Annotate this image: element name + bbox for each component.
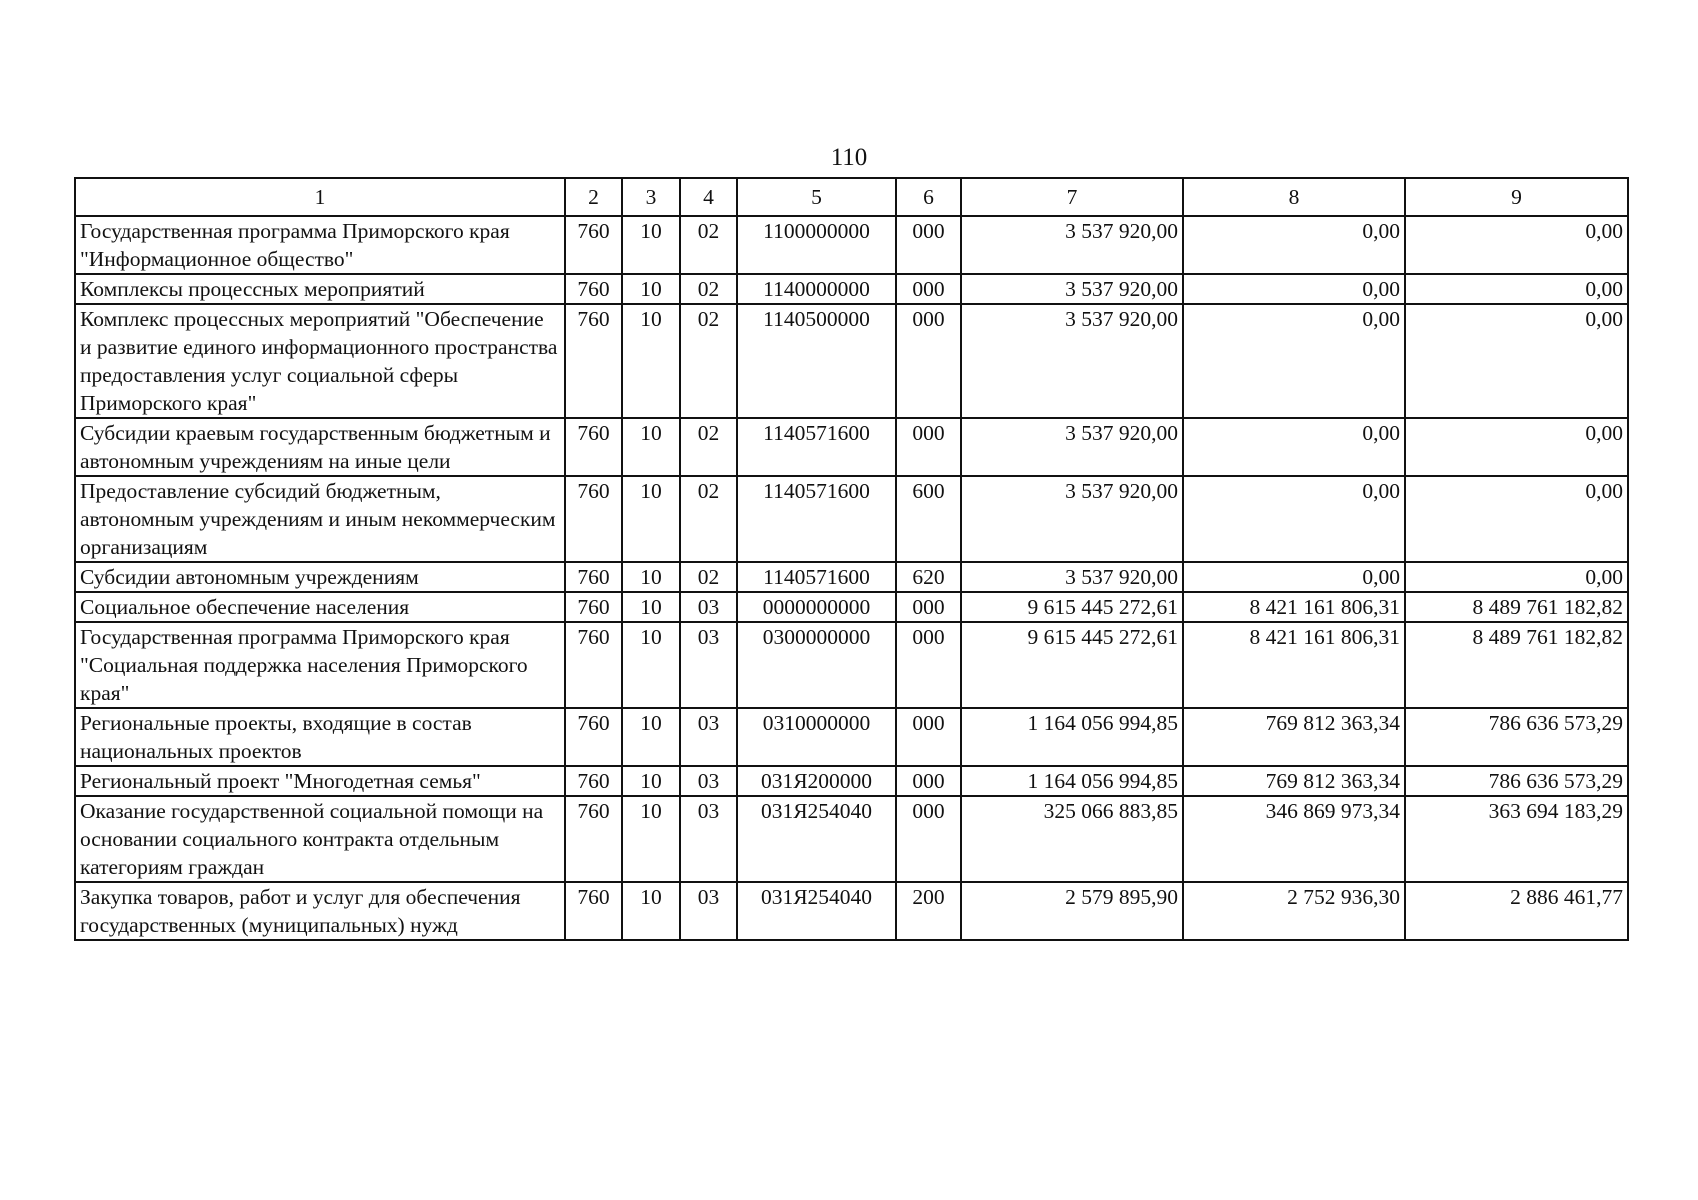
table-row — [75, 882, 1628, 940]
subsection-code-cell: 03 — [680, 766, 737, 796]
amount-cell-col9: 786 636 573,29 — [1405, 708, 1628, 766]
subsection-code-cell: 03 — [680, 882, 737, 940]
department-code-cell: 760 — [565, 418, 622, 476]
subsection-code-cell: 03 — [680, 796, 737, 882]
section-code-cell: 10 — [622, 882, 680, 940]
amount-cell-col9: 0,00 — [1405, 476, 1628, 562]
target-article-cell: 1140571600 — [737, 476, 896, 562]
item-name-cell: Государственная программа Приморского края "Социальная поддержка населения Приморского края" — [75, 622, 565, 708]
amount-cell-col9: 0,00 — [1405, 418, 1628, 476]
amount-cell-col7: 2 579 895,90 — [961, 882, 1183, 940]
department-code-cell: 760 — [565, 708, 622, 766]
expense-type-cell: 000 — [896, 216, 961, 274]
column-header: 9 — [1405, 178, 1628, 216]
subsection-code-cell: 03 — [680, 622, 737, 708]
amount-cell-col9: 2 886 461,77 — [1405, 882, 1628, 940]
amount-cell-col7: 3 537 920,00 — [961, 274, 1183, 304]
section-code-cell: 10 — [622, 304, 680, 418]
amount-cell-col7: 1 164 056 994,85 — [961, 766, 1183, 796]
target-article-cell: 1100000000 — [737, 216, 896, 274]
item-name-cell: Оказание государственной социальной помощи на основании социального контракта отдельным категориям граждан — [75, 796, 565, 882]
department-code-cell: 760 — [565, 476, 622, 562]
amount-cell-col7: 3 537 920,00 — [961, 562, 1183, 592]
item-name-cell: Комплекс процессных мероприятий "Обеспечение и развитие единого информационного пространства предоставления услуг социальной сферы Приморского края" — [75, 304, 565, 418]
amount-cell-col9: 786 636 573,29 — [1405, 766, 1628, 796]
amount-cell-col8: 0,00 — [1183, 418, 1405, 476]
amount-cell-col8: 0,00 — [1183, 274, 1405, 304]
table-row — [75, 766, 1628, 796]
amount-cell-col8: 346 869 973,34 — [1183, 796, 1405, 882]
section-code-cell: 10 — [622, 622, 680, 708]
amount-cell-col8: 8 421 161 806,31 — [1183, 622, 1405, 708]
amount-cell-col9: 0,00 — [1405, 274, 1628, 304]
target-article-cell: 1140571600 — [737, 562, 896, 592]
item-name-cell: Региональный проект "Многодетная семья" — [75, 766, 565, 796]
amount-cell-col7: 9 615 445 272,61 — [961, 592, 1183, 622]
amount-cell-col7: 3 537 920,00 — [961, 476, 1183, 562]
department-code-cell: 760 — [565, 274, 622, 304]
expense-type-cell: 000 — [896, 622, 961, 708]
item-name-cell: Социальное обеспечение населения — [75, 592, 565, 622]
item-name-cell: Предоставление субсидий бюджетным, автономным учреждениям и иным некоммерческим организациям — [75, 476, 565, 562]
amount-cell-col7: 3 537 920,00 — [961, 418, 1183, 476]
target-article-cell: 031Я254040 — [737, 882, 896, 940]
column-header: 2 — [565, 178, 622, 216]
amount-cell-col9: 8 489 761 182,82 — [1405, 592, 1628, 622]
department-code-cell: 760 — [565, 766, 622, 796]
column-header: 3 — [622, 178, 680, 216]
column-header: 8 — [1183, 178, 1405, 216]
target-article-cell: 1140571600 — [737, 418, 896, 476]
section-code-cell: 10 — [622, 216, 680, 274]
amount-cell-col8: 8 421 161 806,31 — [1183, 592, 1405, 622]
column-header: 4 — [680, 178, 737, 216]
amount-cell-col9: 0,00 — [1405, 304, 1628, 418]
department-code-cell: 760 — [565, 592, 622, 622]
table-row — [75, 562, 1628, 592]
department-code-cell: 760 — [565, 562, 622, 592]
amount-cell-col7: 325 066 883,85 — [961, 796, 1183, 882]
department-code-cell: 760 — [565, 796, 622, 882]
expense-type-cell: 000 — [896, 418, 961, 476]
subsection-code-cell: 02 — [680, 562, 737, 592]
amount-cell-col7: 9 615 445 272,61 — [961, 622, 1183, 708]
amount-cell-col9: 0,00 — [1405, 562, 1628, 592]
page-number: 110 — [830, 144, 868, 171]
table-row — [75, 708, 1628, 766]
subsection-code-cell: 02 — [680, 216, 737, 274]
item-name-cell: Субсидии автономным учреждениям — [75, 562, 565, 592]
expense-type-cell: 000 — [896, 592, 961, 622]
column-header: 6 — [896, 178, 961, 216]
target-article-cell: 0310000000 — [737, 708, 896, 766]
expense-type-cell: 000 — [896, 304, 961, 418]
target-article-cell: 031Я254040 — [737, 796, 896, 882]
amount-cell-col7: 3 537 920,00 — [961, 216, 1183, 274]
target-article-cell: 031Я200000 — [737, 766, 896, 796]
item-name-cell: Комплексы процессных мероприятий — [75, 274, 565, 304]
section-code-cell: 10 — [622, 592, 680, 622]
column-header: 7 — [961, 178, 1183, 216]
subsection-code-cell: 02 — [680, 476, 737, 562]
subsection-code-cell: 02 — [680, 304, 737, 418]
table-row — [75, 592, 1628, 622]
section-code-cell: 10 — [622, 274, 680, 304]
amount-cell-col9: 0,00 — [1405, 216, 1628, 274]
amount-cell-col7: 1 164 056 994,85 — [961, 708, 1183, 766]
target-article-cell: 1140000000 — [737, 274, 896, 304]
table-row — [75, 622, 1628, 708]
table-row — [75, 796, 1628, 882]
section-code-cell: 10 — [622, 708, 680, 766]
expense-type-cell: 600 — [896, 476, 961, 562]
expense-type-cell: 200 — [896, 882, 961, 940]
amount-cell-col7: 3 537 920,00 — [961, 304, 1183, 418]
section-code-cell: 10 — [622, 418, 680, 476]
section-code-cell: 10 — [622, 476, 680, 562]
table-row — [75, 476, 1628, 562]
amount-cell-col8: 0,00 — [1183, 216, 1405, 274]
subsection-code-cell: 02 — [680, 418, 737, 476]
expense-type-cell: 000 — [896, 796, 961, 882]
amount-cell-col9: 363 694 183,29 — [1405, 796, 1628, 882]
amount-cell-col8: 769 812 363,34 — [1183, 708, 1405, 766]
amount-cell-col8: 2 752 936,30 — [1183, 882, 1405, 940]
section-code-cell: 10 — [622, 796, 680, 882]
section-code-cell: 10 — [622, 766, 680, 796]
amount-cell-col8: 769 812 363,34 — [1183, 766, 1405, 796]
expense-type-cell: 000 — [896, 274, 961, 304]
expense-type-cell: 000 — [896, 766, 961, 796]
department-code-cell: 760 — [565, 304, 622, 418]
subsection-code-cell: 03 — [680, 592, 737, 622]
table-row — [75, 274, 1628, 304]
subsection-code-cell: 03 — [680, 708, 737, 766]
section-code-cell: 10 — [622, 562, 680, 592]
expense-type-cell: 000 — [896, 708, 961, 766]
subsection-code-cell: 02 — [680, 274, 737, 304]
table-row — [75, 418, 1628, 476]
amount-cell-col8: 0,00 — [1183, 476, 1405, 562]
item-name-cell: Закупка товаров, работ и услуг для обеспечения государственных (муниципальных) нужд — [75, 882, 565, 940]
department-code-cell: 760 — [565, 622, 622, 708]
amount-cell-col9: 8 489 761 182,82 — [1405, 622, 1628, 708]
item-name-cell: Субсидии краевым государственным бюджетным и автономным учреждениям на иные цели — [75, 418, 565, 476]
table-row — [75, 304, 1628, 418]
column-number-row — [75, 178, 1628, 216]
column-header: 1 — [75, 178, 565, 216]
department-code-cell: 760 — [565, 216, 622, 274]
amount-cell-col8: 0,00 — [1183, 304, 1405, 418]
department-code-cell: 760 — [565, 882, 622, 940]
budget-table — [74, 177, 1629, 941]
item-name-cell: Государственная программа Приморского края "Информационное общество" — [75, 216, 565, 274]
amount-cell-col8: 0,00 — [1183, 562, 1405, 592]
table-body — [75, 216, 1628, 940]
expense-type-cell: 620 — [896, 562, 961, 592]
target-article-cell: 1140500000 — [737, 304, 896, 418]
column-header: 5 — [737, 178, 896, 216]
target-article-cell: 0000000000 — [737, 592, 896, 622]
item-name-cell: Региональные проекты, входящие в состав национальных проектов — [75, 708, 565, 766]
target-article-cell: 0300000000 — [737, 622, 896, 708]
table-row — [75, 216, 1628, 274]
